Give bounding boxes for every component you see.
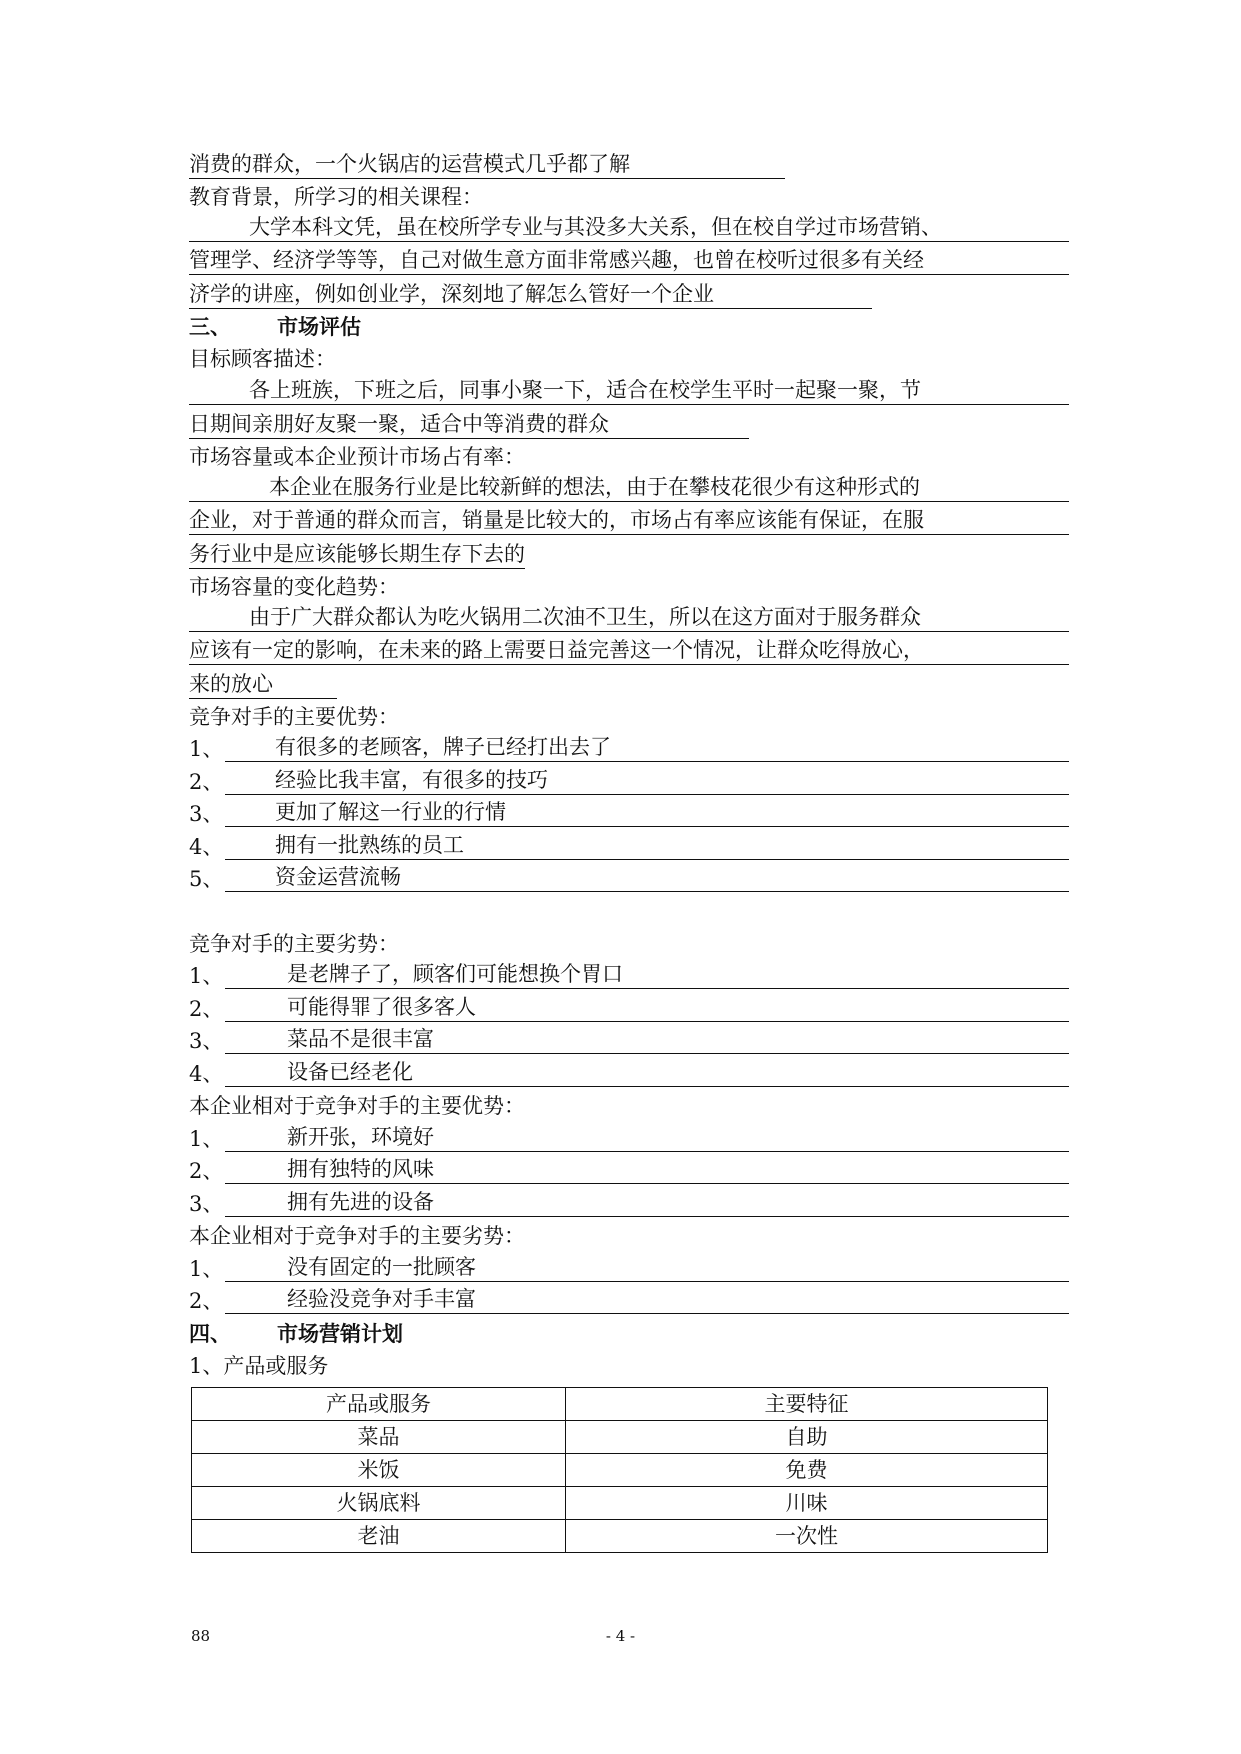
section-3-number: 三、: [189, 314, 231, 339]
list-item: 2、 经验比我丰富，有很多的技巧: [189, 766, 1069, 799]
trend-label: 市场容量的变化趋势：: [189, 574, 399, 599]
intro-line: 消费的群众，一个火锅店的运营模式几乎都了解: [189, 150, 785, 179]
table-row: [192, 1520, 1048, 1553]
capacity-paragraph-3: 务行业中是应该能够长期生存下去的: [189, 540, 525, 569]
capacity-paragraph-2: 企业，对于普通的群众而言，销量是比较大的，市场占有率应该能有保证，在服: [189, 506, 1069, 535]
edu-paragraph-3: 济学的讲座，例如创业学，深刻地了解怎么管好一个企业: [189, 280, 872, 309]
capacity-label: 市场容量或本企业预计市场占有率：: [189, 444, 525, 469]
spacer: [189, 896, 1069, 928]
list-item: 2、 经验没竞争对手丰富: [189, 1285, 1069, 1318]
list-item: 1、 没有固定的一批顾客: [189, 1253, 1069, 1286]
section-4-number: 四、: [189, 1321, 231, 1346]
table-row: [192, 1454, 1048, 1487]
list-item: 1、 有很多的老顾客，牌子已经打出去了: [189, 733, 1069, 766]
table-header: 产品或服务: [192, 1388, 566, 1421]
own-advantages-label: 本企业相对于竞争对手的主要优势：: [189, 1094, 525, 1118]
table-header-row: [192, 1388, 1048, 1421]
edu-paragraph-1: 大学本科文凭，虽在校所学专业与其没多大关系，但在校自学过市场营销、: [189, 213, 1069, 242]
target-paragraph-1: 各上班族，下班之后，同事小聚一下，适合在校学生平时一起聚一聚，节: [189, 376, 1069, 405]
trend-paragraph-3: 来的放心: [189, 670, 337, 699]
table-row: [192, 1421, 1048, 1454]
edu-label: 教育背景，所学习的相关课程：: [189, 184, 483, 209]
table-cell: 米饭: [192, 1454, 566, 1487]
list-item: 3、 拥有先进的设备: [189, 1188, 1069, 1221]
table-header: 主要特征: [566, 1388, 1048, 1421]
list-item: 3、 菜品不是很丰富: [189, 1025, 1069, 1058]
product-table: [191, 1387, 1048, 1553]
competitor-disadvantages-label: 竞争对手的主要劣势：: [189, 931, 399, 956]
edu-paragraph-2: 管理学、经济学等等，自己对做生意方面非常感兴趣，也曾在校听过很多有关经: [189, 246, 1069, 275]
target-paragraph-2: 日期间亲朋好友聚一聚，适合中等消费的群众: [189, 410, 749, 439]
section-3-heading: [189, 311, 1069, 344]
trend-paragraph-1: 由于广大群众都认为吃火锅用二次油不卫生，所以在这方面对于服务群众: [189, 603, 1069, 632]
list-item: 3、 更加了解这一行业的行情: [189, 798, 1069, 831]
table-cell: 自助: [566, 1421, 1048, 1454]
table-cell: 火锅底料: [192, 1487, 566, 1520]
list-item: 2、 可能得罪了很多客人: [189, 993, 1069, 1026]
own-disadvantages-label: 本企业相对于竞争对手的主要劣势：: [189, 1224, 525, 1248]
document-body: [189, 148, 1069, 1383]
table-row: [192, 1487, 1048, 1520]
footer-left-number: 88: [191, 1627, 211, 1645]
target-label: 目标顾客描述：: [189, 347, 336, 371]
capacity-paragraph-1: 本企业在服务行业是比较新鲜的想法，由于在攀枝花很少有这种形式的: [189, 473, 1069, 502]
list-item: 1、 新开张，环境好: [189, 1123, 1069, 1156]
list-item: 2、 拥有独特的风味: [189, 1155, 1069, 1188]
list-item: 4、 拥有一批熟练的员工: [189, 831, 1069, 864]
list-item: 1、 是老牌子了，顾客们可能想换个胃口: [189, 960, 1069, 993]
page-number: - 4 -: [605, 1627, 636, 1645]
list-item: 4、 设备已经老化: [189, 1058, 1069, 1091]
table-cell: 菜品: [192, 1421, 566, 1454]
list-item: 5、 资金运营流畅: [189, 863, 1069, 896]
section-4-heading: [189, 1318, 1069, 1351]
table-cell: 一次性: [566, 1520, 1048, 1553]
section-4-title: 市场营销计划: [277, 1321, 403, 1346]
trend-paragraph-2: 应该有一定的影响，在未来的路上需要日益完善这一个情况，让群众吃得放心，: [189, 636, 1069, 665]
table-cell: 老油: [192, 1520, 566, 1553]
section-3-title: 市场评估: [277, 314, 361, 339]
competitor-advantages-label: 竞争对手的主要优势：: [189, 704, 399, 729]
table-cell: 川味: [566, 1487, 1048, 1520]
table-cell: 免费: [566, 1454, 1048, 1487]
products-subheading: 1、产品或服务: [189, 1354, 329, 1378]
